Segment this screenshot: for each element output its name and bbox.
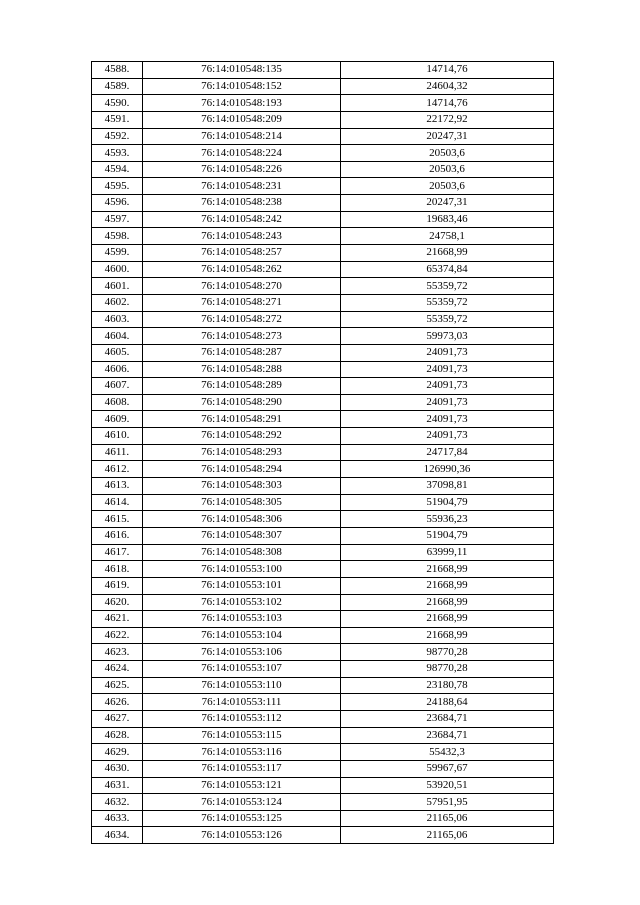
value-cell: 21668,99 (341, 594, 554, 611)
value-cell: 21165,06 (341, 810, 554, 827)
value-cell: 55432,3 (341, 744, 554, 761)
row-number-cell: 4614. (92, 494, 143, 511)
table-row (92, 777, 554, 794)
value-cell: 24091,73 (341, 378, 554, 395)
table-row (92, 411, 554, 428)
cadastral-number-cell: 76:14:010548:306 (143, 511, 341, 528)
row-number-cell: 4599. (92, 245, 143, 262)
value-cell: 59973,03 (341, 328, 554, 345)
row-number-cell: 4597. (92, 211, 143, 228)
table-row (92, 145, 554, 162)
table-row (92, 444, 554, 461)
table-row (92, 744, 554, 761)
cadastral-number-cell: 76:14:010553:116 (143, 744, 341, 761)
row-number-cell: 4633. (92, 810, 143, 827)
row-number-cell: 4618. (92, 561, 143, 578)
cadastral-number-cell: 76:14:010548:135 (143, 62, 341, 79)
cadastral-number-cell: 76:14:010548:209 (143, 111, 341, 128)
cadastral-number-cell: 76:14:010548:193 (143, 95, 341, 112)
value-cell: 98770,28 (341, 644, 554, 661)
row-number-cell: 4629. (92, 744, 143, 761)
value-cell: 51904,79 (341, 527, 554, 544)
row-number-cell: 4602. (92, 294, 143, 311)
value-cell: 22172,92 (341, 111, 554, 128)
row-number-cell: 4600. (92, 261, 143, 278)
table-row (92, 794, 554, 811)
value-cell: 20503,6 (341, 161, 554, 178)
value-cell: 24091,73 (341, 394, 554, 411)
value-cell: 20503,6 (341, 145, 554, 162)
table-row (92, 278, 554, 295)
cadastral-number-cell: 76:14:010553:117 (143, 760, 341, 777)
table-row (92, 661, 554, 678)
table-row (92, 494, 554, 511)
row-number-cell: 4634. (92, 827, 143, 844)
cadastral-number-cell: 76:14:010553:111 (143, 694, 341, 711)
cadastral-number-cell: 76:14:010553:104 (143, 627, 341, 644)
row-number-cell: 4630. (92, 760, 143, 777)
value-cell: 55359,72 (341, 294, 554, 311)
value-cell: 55359,72 (341, 311, 554, 328)
cadastral-number-cell: 76:14:010553:112 (143, 710, 341, 727)
table-row (92, 261, 554, 278)
cadastral-number-cell: 76:14:010548:272 (143, 311, 341, 328)
row-number-cell: 4592. (92, 128, 143, 145)
row-number-cell: 4622. (92, 627, 143, 644)
value-cell: 24188,64 (341, 694, 554, 711)
value-cell: 24091,73 (341, 411, 554, 428)
value-cell: 20247,31 (341, 128, 554, 145)
cadastral-number-cell: 76:14:010548:242 (143, 211, 341, 228)
row-number-cell: 4598. (92, 228, 143, 245)
row-number-cell: 4617. (92, 544, 143, 561)
cadastral-number-cell: 76:14:010553:101 (143, 577, 341, 594)
cadastral-number-cell: 76:14:010548:243 (143, 228, 341, 245)
table-row (92, 311, 554, 328)
value-cell: 14714,76 (341, 62, 554, 79)
value-cell: 63999,11 (341, 544, 554, 561)
cadastral-number-cell: 76:14:010553:107 (143, 661, 341, 678)
row-number-cell: 4589. (92, 78, 143, 95)
table-row (92, 128, 554, 145)
table-row (92, 710, 554, 727)
table-row (92, 211, 554, 228)
value-cell: 20247,31 (341, 195, 554, 212)
cadastral-number-cell: 76:14:010553:125 (143, 810, 341, 827)
cadastral-number-cell: 76:14:010548:214 (143, 128, 341, 145)
cadastral-number-cell: 76:14:010548:273 (143, 328, 341, 345)
value-cell: 24717,84 (341, 444, 554, 461)
value-cell: 21668,99 (341, 611, 554, 628)
row-number-cell: 4623. (92, 644, 143, 661)
value-cell: 24091,73 (341, 428, 554, 445)
row-number-cell: 4626. (92, 694, 143, 711)
table-row (92, 195, 554, 212)
value-cell: 24091,73 (341, 344, 554, 361)
row-number-cell: 4624. (92, 661, 143, 678)
cadastral-number-cell: 76:14:010553:106 (143, 644, 341, 661)
value-cell: 51904,79 (341, 494, 554, 511)
value-cell: 14714,76 (341, 95, 554, 112)
cadastral-number-cell: 76:14:010548:287 (143, 344, 341, 361)
cadastral-number-cell: 76:14:010548:224 (143, 145, 341, 162)
row-number-cell: 4613. (92, 478, 143, 495)
cadastral-number-cell: 76:14:010553:102 (143, 594, 341, 611)
row-number-cell: 4603. (92, 311, 143, 328)
value-cell: 98770,28 (341, 661, 554, 678)
table-row (92, 478, 554, 495)
cadastral-number-cell: 76:14:010553:100 (143, 561, 341, 578)
table-row (92, 428, 554, 445)
cadastral-value-table (91, 61, 554, 844)
value-cell: 24758,1 (341, 228, 554, 245)
cadastral-number-cell: 76:14:010548:308 (143, 544, 341, 561)
cadastral-number-cell: 76:14:010548:294 (143, 461, 341, 478)
table-row (92, 294, 554, 311)
cadastral-number-cell: 76:14:010548:231 (143, 178, 341, 195)
row-number-cell: 4621. (92, 611, 143, 628)
value-cell: 57951,95 (341, 794, 554, 811)
table-row (92, 810, 554, 827)
value-cell: 24604,32 (341, 78, 554, 95)
table-row (92, 178, 554, 195)
cadastral-number-cell: 76:14:010548:271 (143, 294, 341, 311)
row-number-cell: 4631. (92, 777, 143, 794)
value-cell: 23684,71 (341, 727, 554, 744)
value-cell: 65374,84 (341, 261, 554, 278)
row-number-cell: 4591. (92, 111, 143, 128)
row-number-cell: 4619. (92, 577, 143, 594)
table-row (92, 727, 554, 744)
table-row (92, 111, 554, 128)
row-number-cell: 4604. (92, 328, 143, 345)
row-number-cell: 4590. (92, 95, 143, 112)
table-row (92, 461, 554, 478)
value-cell: 21165,06 (341, 827, 554, 844)
value-cell: 19683,46 (341, 211, 554, 228)
cadastral-number-cell: 76:14:010548:305 (143, 494, 341, 511)
cadastral-number-cell: 76:14:010553:124 (143, 794, 341, 811)
cadastral-number-cell: 76:14:010553:110 (143, 677, 341, 694)
row-number-cell: 4605. (92, 344, 143, 361)
value-cell: 53920,51 (341, 777, 554, 794)
row-number-cell: 4610. (92, 428, 143, 445)
row-number-cell: 4601. (92, 278, 143, 295)
cadastral-number-cell: 76:14:010548:226 (143, 161, 341, 178)
value-cell: 20503,6 (341, 178, 554, 195)
cadastral-number-cell: 76:14:010553:103 (143, 611, 341, 628)
value-cell: 55936,23 (341, 511, 554, 528)
table-row (92, 161, 554, 178)
cadastral-number-cell: 76:14:010548:293 (143, 444, 341, 461)
cadastral-number-cell: 76:14:010548:262 (143, 261, 341, 278)
table-row (92, 394, 554, 411)
value-cell: 55359,72 (341, 278, 554, 295)
value-cell: 21668,99 (341, 577, 554, 594)
table-row (92, 677, 554, 694)
cadastral-number-cell: 76:14:010548:307 (143, 527, 341, 544)
value-cell: 21668,99 (341, 245, 554, 262)
cadastral-number-cell: 76:14:010548:292 (143, 428, 341, 445)
table-row (92, 95, 554, 112)
cadastral-number-cell: 76:14:010548:291 (143, 411, 341, 428)
row-number-cell: 4620. (92, 594, 143, 611)
row-number-cell: 4596. (92, 195, 143, 212)
table-row (92, 544, 554, 561)
cadastral-number-cell: 76:14:010553:121 (143, 777, 341, 794)
table-body (92, 62, 554, 844)
cadastral-number-cell: 76:14:010548:289 (143, 378, 341, 395)
row-number-cell: 4615. (92, 511, 143, 528)
table-row (92, 62, 554, 79)
value-cell: 23180,78 (341, 677, 554, 694)
cadastral-number-cell: 76:14:010548:152 (143, 78, 341, 95)
cadastral-number-cell: 76:14:010548:290 (143, 394, 341, 411)
value-cell: 21668,99 (341, 561, 554, 578)
row-number-cell: 4616. (92, 527, 143, 544)
row-number-cell: 4595. (92, 178, 143, 195)
table-row (92, 344, 554, 361)
row-number-cell: 4588. (92, 62, 143, 79)
cadastral-number-cell: 76:14:010548:288 (143, 361, 341, 378)
table-row (92, 611, 554, 628)
table-row (92, 644, 554, 661)
table-row (92, 827, 554, 844)
value-cell: 24091,73 (341, 361, 554, 378)
table-row (92, 378, 554, 395)
table-row (92, 328, 554, 345)
row-number-cell: 4606. (92, 361, 143, 378)
row-number-cell: 4612. (92, 461, 143, 478)
cadastral-number-cell: 76:14:010553:115 (143, 727, 341, 744)
row-number-cell: 4632. (92, 794, 143, 811)
value-cell: 126990,36 (341, 461, 554, 478)
value-cell: 21668,99 (341, 627, 554, 644)
row-number-cell: 4594. (92, 161, 143, 178)
cadastral-number-cell: 76:14:010548:303 (143, 478, 341, 495)
table-row (92, 561, 554, 578)
cadastral-number-cell: 76:14:010548:270 (143, 278, 341, 295)
row-number-cell: 4627. (92, 710, 143, 727)
cadastral-number-cell: 76:14:010553:126 (143, 827, 341, 844)
row-number-cell: 4593. (92, 145, 143, 162)
row-number-cell: 4608. (92, 394, 143, 411)
table-row (92, 627, 554, 644)
table-row (92, 228, 554, 245)
row-number-cell: 4628. (92, 727, 143, 744)
table-row (92, 78, 554, 95)
value-cell: 59967,67 (341, 760, 554, 777)
row-number-cell: 4609. (92, 411, 143, 428)
table-row (92, 361, 554, 378)
row-number-cell: 4607. (92, 378, 143, 395)
table-row (92, 594, 554, 611)
table-row (92, 577, 554, 594)
cadastral-number-cell: 76:14:010548:257 (143, 245, 341, 262)
value-cell: 23684,71 (341, 710, 554, 727)
value-cell: 37098,81 (341, 478, 554, 495)
table-row (92, 760, 554, 777)
cadastral-number-cell: 76:14:010548:238 (143, 195, 341, 212)
table-row (92, 245, 554, 262)
row-number-cell: 4625. (92, 677, 143, 694)
row-number-cell: 4611. (92, 444, 143, 461)
table-row (92, 511, 554, 528)
table-row (92, 527, 554, 544)
table-row (92, 694, 554, 711)
